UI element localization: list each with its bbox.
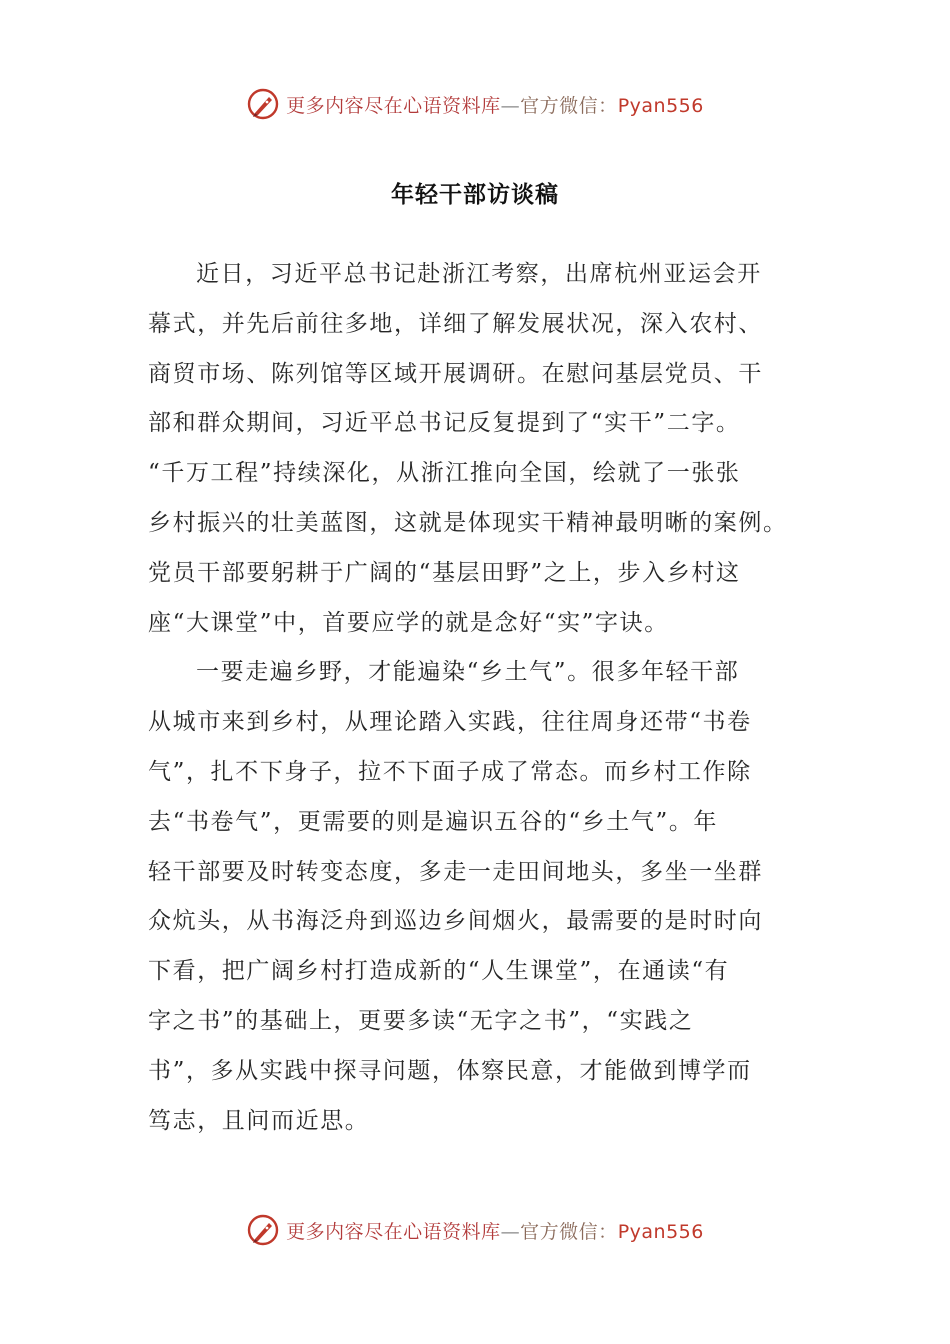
text-line: 轻干部要及时转变态度，多走一走田间地头，多坐一坐群: [148, 858, 763, 885]
footer-banner-text: [286, 1217, 704, 1244]
header-separator: —: [500, 94, 521, 117]
document-title: 年轻干部访谈稿: [391, 181, 559, 208]
text-line: 去“书卷气”，更需要的则是遍识五谷的“乡土气”。年: [148, 808, 719, 835]
text-line: 字之书”的基础上，更要多读“无字之书”，“实践之: [148, 1007, 694, 1034]
header-banner-text: [286, 91, 704, 118]
text-line: 近日，习近平总书记赴浙江考察，出席杭州亚运会开: [196, 261, 762, 287]
text-line: 书”，多从实践中探寻问题，体察民意，才能做到博学而: [148, 1057, 752, 1084]
header-banner: [0, 82, 950, 126]
header-wechat-id: Pyan556: [617, 94, 704, 117]
header-wechat-label: 官方微信：: [520, 94, 618, 117]
text-line: 众炕头，从书海泛舟到巡边乡间烟火，最需要的是时时向: [148, 908, 763, 935]
pen-nib-logo-icon: [246, 1213, 280, 1247]
text-line: 气”，扎不下身子，拉不下面子成了常态。而乡村工作除: [148, 758, 752, 785]
text-line: 下看，把广阔乡村打造成新的“人生课堂”，在通读“有: [148, 958, 730, 985]
text-line: 乡村振兴的壮美蓝图，这就是体现实干精神最明晰的案例。: [148, 509, 788, 536]
pen-nib-logo-icon: [246, 87, 280, 121]
text-line: 商贸市场、陈列馆等区域开展调研。在慰问基层党员、干: [148, 360, 763, 387]
article-body: [148, 250, 788, 1146]
text-line: 幕式，并先后前往多地，详细了解发展状况，深入农村、: [148, 310, 763, 337]
text-line: 一要走遍乡野，才能遍染“乡土气”。很多年轻干部: [196, 659, 740, 686]
text-line: 从城市来到乡村，从理论踏入实践，往往周身还带“书卷: [148, 709, 752, 736]
text-line: 笃志，且问而近思。: [148, 1107, 370, 1134]
text-line: 座“大课堂”中，首要应学的就是念好“实”字诀。: [148, 609, 669, 636]
text-line: “千万工程”持续深化，从浙江推向全国，绘就了一张张: [148, 460, 741, 487]
footer-separator: —: [500, 1220, 521, 1243]
footer-brand: 更多内容尽在心语资料库: [286, 1220, 501, 1243]
footer-wechat-id: Pyan556: [617, 1220, 704, 1243]
text-line: 部和群众期间，习近平总书记反复提到了“实干”二字。: [148, 410, 741, 437]
text-line: 党员干部要躬耕于广阔的“基层田野”之上，步入乡村这: [148, 559, 741, 586]
footer-banner: [0, 1208, 950, 1252]
footer-wechat-label: 官方微信：: [520, 1220, 618, 1243]
header-brand: 更多内容尽在心语资料库: [286, 94, 501, 117]
